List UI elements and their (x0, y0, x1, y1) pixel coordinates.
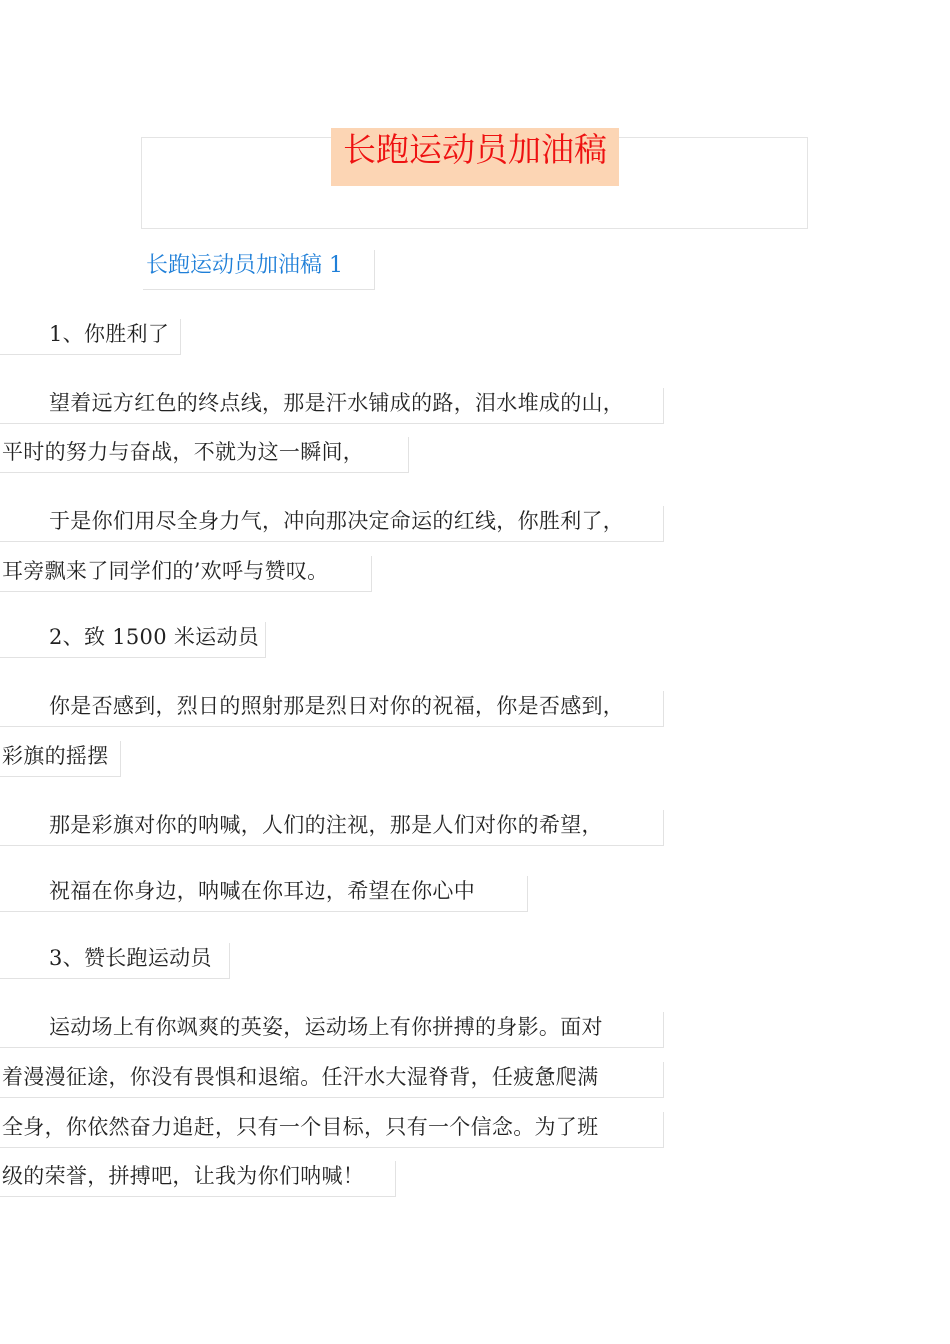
paragraph-line: 于是你们用尽全身力气，冲向那决定命运的红线，你胜利了， (0, 506, 664, 542)
paragraph-line: 平时的努力与奋战，不就为这一瞬间， (0, 437, 409, 473)
paragraph-line: 祝福在你身边，呐喊在你耳边，希望在你心中 (0, 876, 528, 912)
paragraph-line: 级的荣誉，拼搏吧，让我为你们呐喊！ (0, 1161, 396, 1197)
paragraph-line: 彩旗的摇摆 (0, 741, 121, 777)
poem-heading-3: 3、赞长跑运动员 (0, 943, 230, 979)
poem-heading-1: 1、你胜利了 (0, 319, 181, 355)
poem-heading-2: 2、致 1500 米运动员 (0, 622, 266, 658)
section-heading: 长跑运动员加油稿 1 (143, 250, 375, 290)
paragraph-line: 望着远方红色的终点线，那是汗水铺成的路，泪水堆成的山， (0, 388, 664, 424)
document-title: 长跑运动员加油稿 (343, 130, 607, 169)
paragraph-line: 你是否感到，烈日的照射那是烈日对你的祝福，你是否感到， (0, 691, 664, 727)
paragraph-line: 着漫漫征途，你没有畏惧和退缩。任汗水大湿脊背，任疲惫爬满 (0, 1062, 664, 1098)
paragraph-line: 耳旁飘来了同学们的’欢呼与赞叹。 (0, 556, 372, 592)
paragraph-line: 运动场上有你飒爽的英姿，运动场上有你拼搏的身影。面对 (0, 1012, 664, 1048)
paragraph-line: 全身，你依然奋力追赶，只有一个目标，只有一个信念。为了班 (0, 1112, 664, 1148)
paragraph-line: 那是彩旗对你的呐喊，人们的注视，那是人们对你的希望， (0, 810, 664, 846)
